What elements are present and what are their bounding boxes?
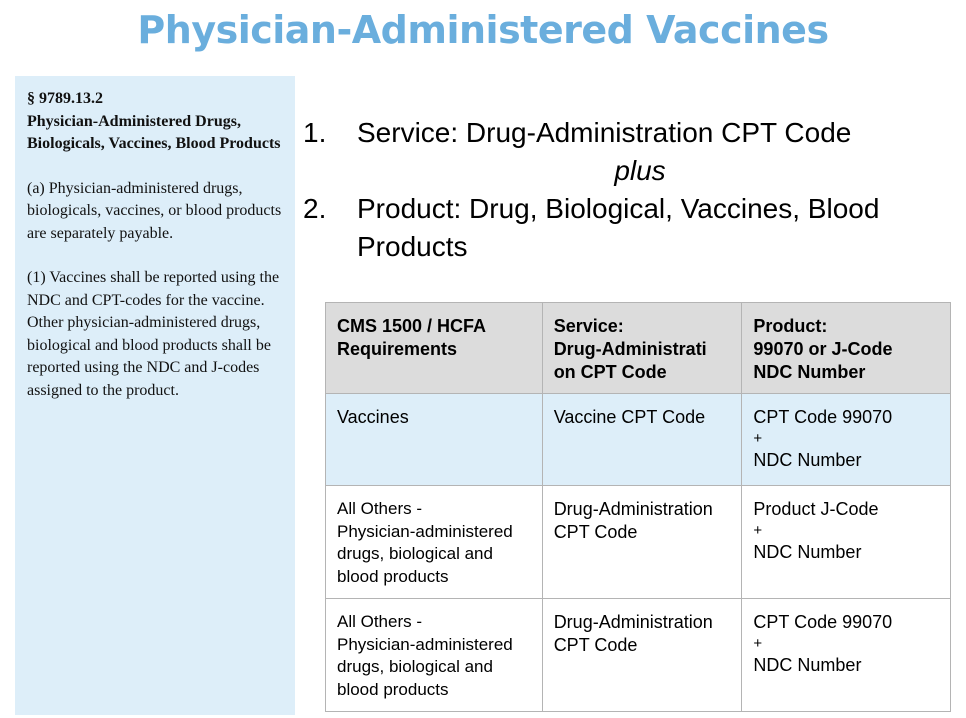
step-number: 2. xyxy=(303,193,327,224)
cell-product: Product J-Code + NDC Number xyxy=(742,486,951,599)
step-conjunction: plus xyxy=(614,155,666,186)
table-row-all-others-99070 xyxy=(326,599,951,712)
step-service xyxy=(303,114,953,152)
cell-service: Vaccine CPT Code xyxy=(542,394,742,486)
header-product: Product: 99070 or J-Code NDC Number xyxy=(742,303,951,394)
cell-requirement: All Others - Physician-administered drugs, biological and blood products xyxy=(326,486,543,599)
cell-product: CPT Code 99070 + NDC Number xyxy=(742,394,951,486)
step-text: Product: Drug, Biological, Vaccines, Blood Products xyxy=(357,193,880,262)
cell-service: Drug-Administration CPT Code xyxy=(542,486,742,599)
billing-steps-list xyxy=(303,114,953,266)
header-service: Service: Drug-Administrati on CPT Code xyxy=(542,303,742,394)
step-product xyxy=(303,190,953,266)
regulation-panel xyxy=(15,76,295,715)
table-row-all-others-jcode xyxy=(326,486,951,599)
requirements-table xyxy=(325,302,951,712)
table-header-row xyxy=(326,303,951,394)
regulation-heading: Physician-Administered Drugs, Biologicals, Vaccines, Blood Products xyxy=(27,112,281,152)
cell-service: Drug-Administration CPT Code xyxy=(542,599,742,712)
step-number: 1. xyxy=(303,117,327,148)
table-row-vaccines xyxy=(326,394,951,486)
regulation-paragraph-1: (1) Vaccines shall be reported using the NDC and CPT-codes for the vaccine. Other physician-administered drugs, biological and blood products shall be reported using the NDC and J-codes assigned to the product. xyxy=(27,269,280,399)
step-text: Service: Drug-Administration CPT Code xyxy=(357,117,852,148)
header-requirements: CMS 1500 / HCFA Requirements xyxy=(326,303,543,394)
regulation-paragraph-a: (a) Physician-administered drugs, biologicals, vaccines, or blood products are separately payable. xyxy=(27,179,282,242)
cell-requirement: Vaccines xyxy=(326,394,543,486)
regulation-section: § 9789.13.2 xyxy=(27,90,103,107)
page-title: Physician-Administered Vaccines xyxy=(137,8,829,52)
cell-product: CPT Code 99070 + NDC Number xyxy=(742,599,951,712)
cell-requirement: All Others - Physician-administered drugs, biological and blood products xyxy=(326,599,543,712)
